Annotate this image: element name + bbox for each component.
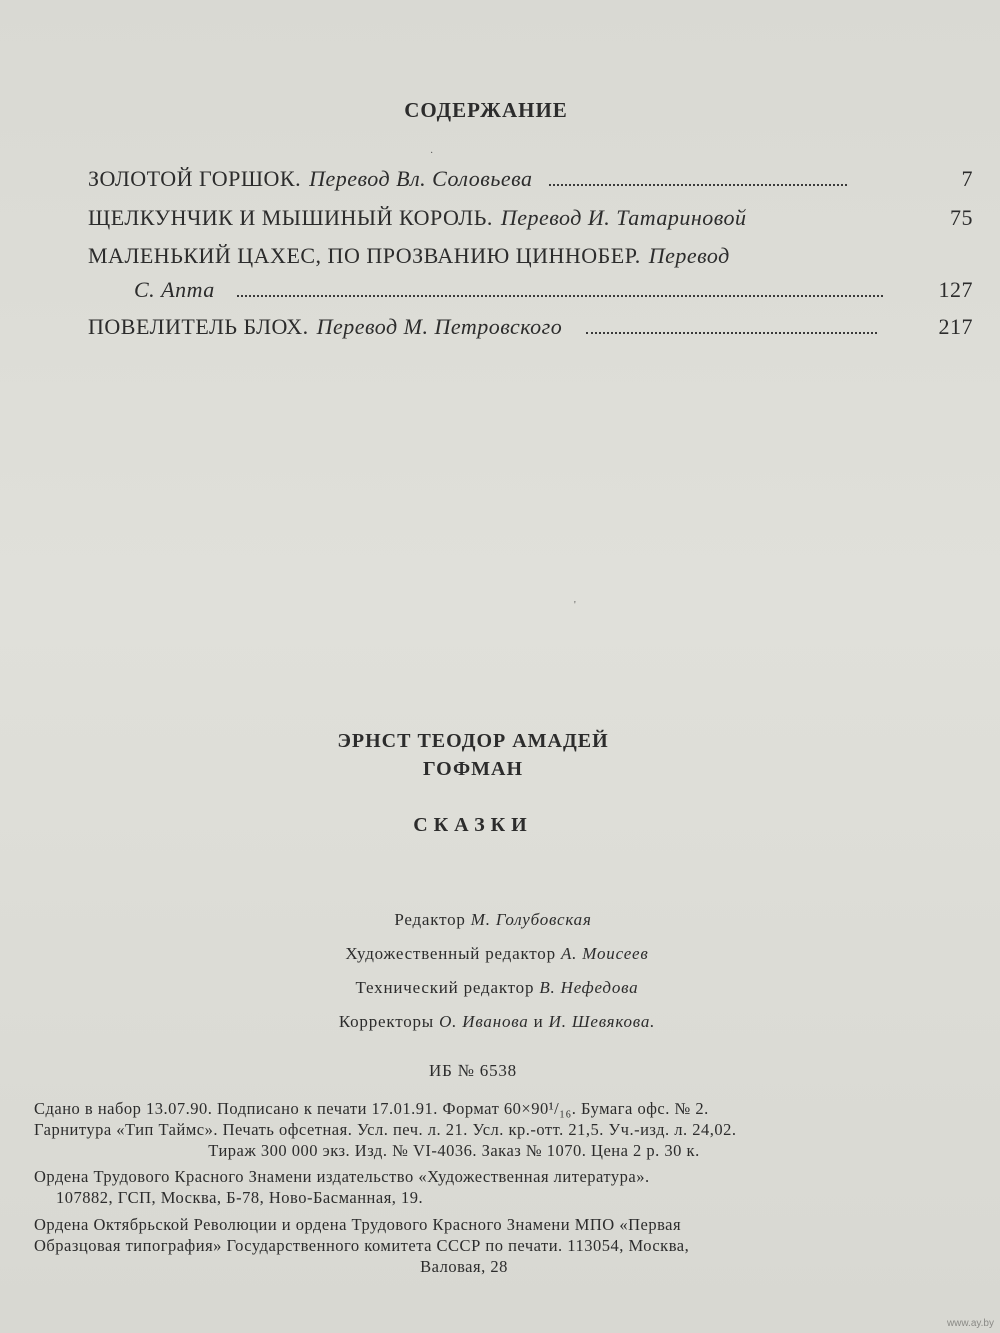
toc-entry [88, 312, 973, 342]
credit-name: О. Иванова [439, 1012, 529, 1031]
imprint-line: Ордена Октябрьской Революции и ордена Трудового Красного Знамени МПО «Первая [34, 1215, 682, 1234]
dot-leader [549, 184, 847, 186]
imprint-line: 107882, ГСП, Москва, Б-78, Ново-Басманная, 19. [56, 1188, 424, 1207]
credit-name: В. Нефедова [539, 978, 639, 997]
site-watermark: www.ay.by [946, 1318, 994, 1329]
toc-entry-title: ЩЕЛКУНЧИК И МЫШИНЫЙ КОРОЛЬ. [88, 205, 493, 230]
toc-entry-translator-cont: С. Апта [134, 277, 215, 302]
dot-leader [237, 295, 883, 297]
credit-role: Корректоры [338, 1012, 435, 1031]
toc-entry-page: 217 [938, 314, 973, 339]
credit-conjunction: и [533, 1012, 544, 1031]
toc-entry-translator: Перевод И. Татариновой [500, 205, 747, 230]
imprint-line: Тираж 300 000 экз. Изд. № VI-4036. Заказ № 1070. Цена 2 р. 30 к. [208, 1141, 700, 1160]
credit-name: А. Моисеев [560, 944, 649, 963]
toc-entry-translator: Перевод Вл. Соловьева [309, 166, 533, 191]
credit-name: И. Шевякова. [548, 1012, 656, 1031]
toc-heading: СОДЕРЖАНИЕ [404, 98, 568, 122]
imprint-print-details [34, 1098, 914, 1161]
imprint-line: Валовая, 28 [420, 1257, 508, 1276]
imprint-line: Образцовая типография» Государственного комитета СССР по печати. 113054, Москва, [34, 1236, 690, 1255]
credit-editor [20, 910, 966, 930]
author-name-line1: ЭРНСТ ТЕОДОР АМАДЕЙ [337, 730, 609, 752]
toc-entry-page: 7 [961, 166, 973, 191]
imprint-line: Гарнитура «Тип Таймс». Печать офсетная. Усл. печ. л. 21. Усл. кр.-отт. 21,5. Уч.-изд. л. 24,02. [34, 1120, 737, 1139]
print-speck: ' [574, 600, 576, 611]
toc-entry-title: ПОВЕЛИТЕЛЬ БЛОХ. [88, 314, 309, 339]
book-title: СКАЗКИ [413, 814, 533, 836]
toc-entry-page: 127 [938, 277, 973, 302]
credit-art-editor [24, 944, 970, 964]
credit-tech-editor [24, 978, 970, 998]
credit-proofreaders [24, 1012, 970, 1032]
toc-entry [88, 164, 973, 194]
dot-leader [586, 332, 877, 334]
credit-role: Редактор [394, 910, 466, 929]
toc-entry-page: 75 [950, 205, 973, 230]
credit-role: Художественный редактор [345, 944, 556, 963]
toc-entry-title: ЗОЛОТОЙ ГОРШОК. [88, 166, 302, 191]
toc-entry [88, 241, 973, 305]
credit-role: Технический редактор [355, 978, 535, 997]
author-name-line2: ГОФМАН [422, 758, 524, 780]
ib-number: ИБ № 6538 [429, 1061, 517, 1080]
toc-entry-title: МАЛЕНЬКИЙ ЦАХЕС, ПО ПРОЗВАНИЮ ЦИННОБЕР. [88, 243, 641, 268]
print-speck: · [430, 148, 434, 159]
toc-entry [88, 203, 973, 233]
toc-entry-translator: Перевод М. Петровского [316, 314, 563, 339]
imprint-line: Ордена Трудового Красного Знамени издательство «Художественная литература». [34, 1167, 650, 1186]
credit-name: М. Голубовская [470, 910, 592, 929]
imprint-printer [34, 1214, 914, 1277]
imprint-line: Сдано в набор 13.07.90. Подписано к печати 17.01.91. Формат 60×90¹/₁₆. Бумага офс. № 2. [34, 1099, 709, 1118]
imprint-publisher [34, 1166, 914, 1208]
toc-entry-translator: Перевод [648, 243, 730, 268]
